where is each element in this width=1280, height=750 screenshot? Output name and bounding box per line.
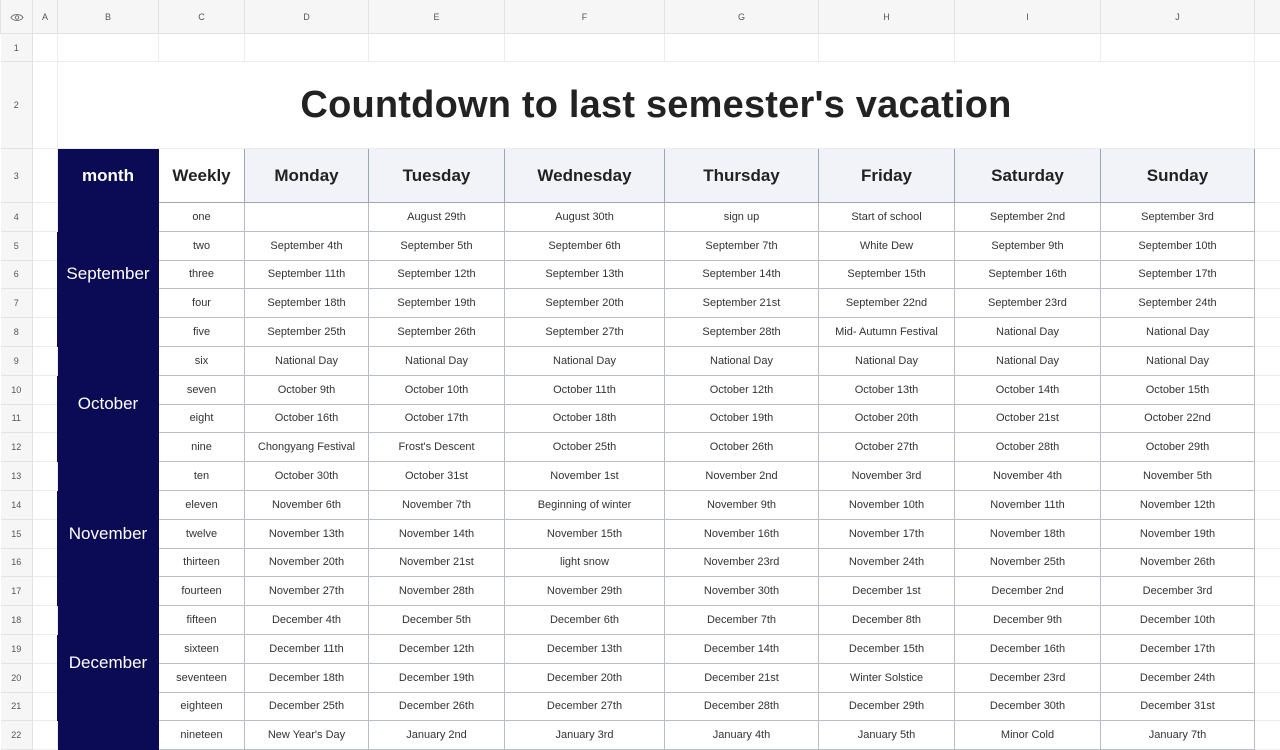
day-cell[interactable]: September 6th	[505, 231, 665, 260]
sheet-row	[1, 433, 1280, 462]
sheet-row	[1, 490, 1280, 519]
week-cell[interactable]: thirteen	[159, 548, 245, 577]
day-cell[interactable]: September 22nd	[819, 289, 955, 318]
empty-cell[interactable]	[1255, 34, 1280, 62]
day-cell[interactable]: December 12th	[369, 634, 505, 663]
day-cell[interactable]: December 14th	[665, 634, 819, 663]
day-cell[interactable]: December 4th	[245, 606, 369, 635]
empty-cell[interactable]	[1255, 577, 1280, 606]
empty-cell[interactable]	[33, 462, 58, 491]
day-cell[interactable]: November 21st	[369, 548, 505, 577]
day-cell[interactable]: September 15th	[819, 260, 955, 289]
select-all-corner[interactable]	[1, 0, 33, 34]
empty-cell[interactable]	[33, 260, 58, 289]
day-cell[interactable]: October 20th	[819, 404, 955, 433]
empty-cell[interactable]	[159, 34, 245, 62]
row-header[interactable]: 21	[1, 692, 33, 721]
day-cell[interactable]: October 27th	[819, 433, 955, 462]
day-cell[interactable]: October 16th	[245, 404, 369, 433]
week-cell[interactable]: seven	[159, 375, 245, 404]
column-header-row	[1, 0, 1280, 34]
day-cell[interactable]: December 30th	[955, 692, 1101, 721]
day-cell[interactable]: November 24th	[819, 548, 955, 577]
day-cell[interactable]: September 3rd	[1101, 203, 1255, 232]
day-cell[interactable]: January 3rd	[505, 721, 665, 750]
week-cell[interactable]: twelve	[159, 519, 245, 548]
day-cell[interactable]: Beginning of winter	[505, 490, 665, 519]
header-day-sunday: Sunday	[1101, 149, 1255, 203]
column-header-b[interactable]: B	[58, 0, 159, 34]
empty-cell[interactable]	[33, 721, 58, 750]
empty-cell[interactable]	[1255, 462, 1280, 491]
day-cell[interactable]: December 17th	[1101, 634, 1255, 663]
empty-cell[interactable]	[1255, 260, 1280, 289]
day-cell[interactable]: November 28th	[369, 577, 505, 606]
row-header[interactable]: 16	[1, 548, 33, 577]
day-cell[interactable]: December 15th	[819, 634, 955, 663]
day-cell[interactable]: September 4th	[245, 231, 369, 260]
day-cell[interactable]: October 22nd	[1101, 404, 1255, 433]
day-cell[interactable]: September 20th	[505, 289, 665, 318]
sheet-row	[1, 318, 1280, 347]
empty-cell[interactable]	[33, 34, 58, 62]
day-cell[interactable]: September 10th	[1101, 231, 1255, 260]
header-day-monday: Monday	[245, 149, 369, 203]
sheet-row	[1, 634, 1280, 663]
column-header-extra	[1255, 0, 1280, 34]
empty-cell[interactable]	[1255, 634, 1280, 663]
empty-cell[interactable]	[1255, 663, 1280, 692]
column-header-d[interactable]: D	[245, 0, 369, 34]
empty-cell[interactable]	[33, 62, 58, 149]
day-cell[interactable]: December 25th	[245, 692, 369, 721]
sheet-row	[1, 34, 1280, 62]
header-day-thursday: Thursday	[665, 149, 819, 203]
day-cell[interactable]: December 24th	[1101, 663, 1255, 692]
day-cell[interactable]: November 13th	[245, 519, 369, 548]
empty-cell[interactable]	[1255, 404, 1280, 433]
day-cell[interactable]: October 30th	[245, 462, 369, 491]
empty-cell[interactable]	[33, 577, 58, 606]
empty-cell[interactable]	[33, 663, 58, 692]
day-cell[interactable]: November 11th	[955, 490, 1101, 519]
sheet-row	[1, 289, 1280, 318]
row-header[interactable]: 13	[1, 462, 33, 491]
day-cell[interactable]: November 2nd	[665, 462, 819, 491]
week-cell[interactable]: five	[159, 318, 245, 347]
day-cell[interactable]: National Day	[245, 346, 369, 375]
empty-cell[interactable]	[1255, 62, 1280, 149]
day-cell[interactable]: National Day	[665, 346, 819, 375]
empty-cell[interactable]	[955, 34, 1101, 62]
week-cell[interactable]: ten	[159, 462, 245, 491]
day-cell[interactable]: October 10th	[369, 375, 505, 404]
week-cell[interactable]: two	[159, 231, 245, 260]
day-cell[interactable]: November 14th	[369, 519, 505, 548]
day-cell[interactable]: November 26th	[1101, 548, 1255, 577]
sheet-row	[1, 577, 1280, 606]
day-cell[interactable]: Frost's Descent	[369, 433, 505, 462]
day-cell[interactable]: September 13th	[505, 260, 665, 289]
day-cell[interactable]: November 19th	[1101, 519, 1255, 548]
day-cell[interactable]: October 31st	[369, 462, 505, 491]
empty-cell[interactable]	[1255, 548, 1280, 577]
day-cell[interactable]: November 18th	[955, 519, 1101, 548]
day-cell[interactable]: September 14th	[665, 260, 819, 289]
day-cell[interactable]: October 13th	[819, 375, 955, 404]
day-cell[interactable]: December 8th	[819, 606, 955, 635]
empty-cell[interactable]	[1255, 375, 1280, 404]
day-cell[interactable]: September 12th	[369, 260, 505, 289]
column-header-j[interactable]: J	[1101, 0, 1255, 34]
day-cell[interactable]: December 3rd	[1101, 577, 1255, 606]
day-cell[interactable]: December 27th	[505, 692, 665, 721]
day-cell[interactable]: National Day	[1101, 346, 1255, 375]
day-cell[interactable]: November 16th	[665, 519, 819, 548]
empty-cell[interactable]	[1255, 490, 1280, 519]
empty-cell[interactable]	[1101, 34, 1255, 62]
day-cell[interactable]: September 16th	[955, 260, 1101, 289]
day-cell[interactable]: November 15th	[505, 519, 665, 548]
empty-cell[interactable]	[505, 34, 665, 62]
row-header[interactable]: 11	[1, 404, 33, 433]
day-cell[interactable]: National Day	[1101, 318, 1255, 347]
day-cell[interactable]: December 5th	[369, 606, 505, 635]
day-cell[interactable]: October 29th	[1101, 433, 1255, 462]
week-cell[interactable]: sixteen	[159, 634, 245, 663]
empty-cell[interactable]	[819, 34, 955, 62]
row-header[interactable]: 12	[1, 433, 33, 462]
day-cell[interactable]: January 4th	[665, 721, 819, 750]
month-cell[interactable]: November	[58, 462, 159, 606]
empty-cell[interactable]	[665, 34, 819, 62]
sheet-row	[1, 260, 1280, 289]
column-header-f[interactable]: F	[505, 0, 665, 34]
day-cell[interactable]: October 28th	[955, 433, 1101, 462]
month-cell[interactable]: October	[58, 346, 159, 461]
week-cell[interactable]: three	[159, 260, 245, 289]
column-header-a[interactable]: A	[33, 0, 58, 34]
day-cell[interactable]: September 27th	[505, 318, 665, 347]
column-header-c[interactable]: C	[159, 0, 245, 34]
empty-cell[interactable]	[1255, 203, 1280, 232]
sheet-row	[1, 62, 1280, 149]
empty-cell[interactable]	[33, 375, 58, 404]
day-cell[interactable]: December 19th	[369, 663, 505, 692]
sheet-row	[1, 149, 1280, 203]
day-cell[interactable]: October 17th	[369, 404, 505, 433]
row-header[interactable]: 15	[1, 519, 33, 548]
day-cell[interactable]: National Day	[955, 346, 1101, 375]
day-cell[interactable]: December 29th	[819, 692, 955, 721]
empty-cell[interactable]	[1255, 606, 1280, 635]
day-cell[interactable]: December 1st	[819, 577, 955, 606]
row-header[interactable]: 17	[1, 577, 33, 606]
empty-cell[interactable]	[33, 606, 58, 635]
row-header[interactable]: 3	[1, 149, 33, 203]
day-cell[interactable]: November 30th	[665, 577, 819, 606]
header-weekly: Weekly	[159, 149, 245, 203]
sheet-row	[1, 462, 1280, 491]
empty-cell[interactable]	[1255, 692, 1280, 721]
day-cell[interactable]: October 15th	[1101, 375, 1255, 404]
day-cell[interactable]: November 25th	[955, 548, 1101, 577]
empty-cell[interactable]	[1255, 289, 1280, 318]
empty-cell[interactable]	[33, 289, 58, 318]
row-header[interactable]: 4	[1, 203, 33, 232]
day-cell[interactable]: December 21st	[665, 663, 819, 692]
day-cell[interactable]: September 2nd	[955, 203, 1101, 232]
row-header[interactable]: 7	[1, 289, 33, 318]
day-cell[interactable]: Start of school	[819, 203, 955, 232]
day-cell[interactable]: November 27th	[245, 577, 369, 606]
month-cell[interactable]: December	[58, 606, 159, 721]
day-cell[interactable]: National Day	[819, 346, 955, 375]
day-cell[interactable]: December 6th	[505, 606, 665, 635]
day-cell[interactable]: New Year's Day	[245, 721, 369, 750]
day-cell[interactable]: September 24th	[1101, 289, 1255, 318]
day-cell[interactable]: White Dew	[819, 231, 955, 260]
day-cell[interactable]: September 18th	[245, 289, 369, 318]
day-cell[interactable]: November 5th	[1101, 462, 1255, 491]
header-day-tuesday: Tuesday	[369, 149, 505, 203]
day-cell[interactable]: November 9th	[665, 490, 819, 519]
month-cell[interactable]	[58, 721, 159, 750]
day-cell[interactable]: November 29th	[505, 577, 665, 606]
empty-cell[interactable]	[33, 149, 58, 203]
row-header[interactable]: 6	[1, 260, 33, 289]
week-cell[interactable]: eighteen	[159, 692, 245, 721]
empty-cell[interactable]	[33, 231, 58, 260]
day-cell[interactable]: September 17th	[1101, 260, 1255, 289]
week-cell[interactable]: one	[159, 203, 245, 232]
day-cell[interactable]: December 10th	[1101, 606, 1255, 635]
sheet-row	[1, 375, 1280, 404]
empty-cell[interactable]	[33, 490, 58, 519]
sheet-row	[1, 519, 1280, 548]
header-day-wednesday: Wednesday	[505, 149, 665, 203]
empty-cell[interactable]	[58, 34, 159, 62]
week-cell[interactable]: eleven	[159, 490, 245, 519]
day-cell[interactable]: November 7th	[369, 490, 505, 519]
row-header[interactable]: 19	[1, 634, 33, 663]
sheet-row	[1, 203, 1280, 232]
day-cell[interactable]: light snow	[505, 548, 665, 577]
page-title: Countdown to last semester's vacation	[58, 62, 1255, 149]
day-cell[interactable]: November 12th	[1101, 490, 1255, 519]
day-cell[interactable]: December 7th	[665, 606, 819, 635]
day-cell[interactable]: December 16th	[955, 634, 1101, 663]
day-cell[interactable]: December 20th	[505, 663, 665, 692]
day-cell[interactable]: December 11th	[245, 634, 369, 663]
day-cell[interactable]: September 9th	[955, 231, 1101, 260]
empty-cell[interactable]	[245, 34, 369, 62]
row-header[interactable]: 2	[1, 62, 33, 149]
sheet-row	[1, 692, 1280, 721]
day-cell[interactable]: November 20th	[245, 548, 369, 577]
week-cell[interactable]: nine	[159, 433, 245, 462]
sheet-row	[1, 231, 1280, 260]
empty-cell[interactable]	[1255, 433, 1280, 462]
day-cell[interactable]: Minor Cold	[955, 721, 1101, 750]
row-header[interactable]: 1	[1, 34, 33, 62]
row-header[interactable]: 10	[1, 375, 33, 404]
day-cell[interactable]: September 19th	[369, 289, 505, 318]
column-header-e[interactable]: E	[369, 0, 505, 34]
day-cell[interactable]: November 4th	[955, 462, 1101, 491]
row-header[interactable]: 9	[1, 346, 33, 375]
day-cell[interactable]: September 21st	[665, 289, 819, 318]
day-cell[interactable]: October 9th	[245, 375, 369, 404]
row-header[interactable]: 18	[1, 606, 33, 635]
row-header[interactable]: 5	[1, 231, 33, 260]
header-day-friday: Friday	[819, 149, 955, 203]
header-day-saturday: Saturday	[955, 149, 1101, 203]
week-cell[interactable]: fourteen	[159, 577, 245, 606]
empty-cell[interactable]	[33, 634, 58, 663]
row-header[interactable]: 22	[1, 721, 33, 750]
day-cell[interactable]: September 11th	[245, 260, 369, 289]
week-cell[interactable]: four	[159, 289, 245, 318]
day-cell[interactable]: October 19th	[665, 404, 819, 433]
week-cell[interactable]: eight	[159, 404, 245, 433]
day-cell[interactable]: September 26th	[369, 318, 505, 347]
day-cell[interactable]: November 10th	[819, 490, 955, 519]
empty-cell[interactable]	[1255, 519, 1280, 548]
empty-cell[interactable]	[33, 433, 58, 462]
day-cell[interactable]: Winter Solstice	[819, 663, 955, 692]
day-cell[interactable]: December 18th	[245, 663, 369, 692]
week-cell[interactable]: seventeen	[159, 663, 245, 692]
day-cell[interactable]: Chongyang Festival	[245, 433, 369, 462]
empty-cell[interactable]	[33, 346, 58, 375]
day-cell[interactable]: September 5th	[369, 231, 505, 260]
day-cell[interactable]: November 17th	[819, 519, 955, 548]
day-cell[interactable]: November 1st	[505, 462, 665, 491]
empty-cell[interactable]	[33, 548, 58, 577]
day-cell[interactable]: September 28th	[665, 318, 819, 347]
month-cell[interactable]: September	[58, 203, 159, 347]
day-cell[interactable]: October 25th	[505, 433, 665, 462]
empty-cell[interactable]	[369, 34, 505, 62]
week-cell[interactable]: six	[159, 346, 245, 375]
eye-icon[interactable]	[10, 13, 24, 22]
day-cell[interactable]: January 5th	[819, 721, 955, 750]
day-cell[interactable]: sign up	[665, 203, 819, 232]
day-cell[interactable]: December 2nd	[955, 577, 1101, 606]
day-cell[interactable]: August 30th	[505, 203, 665, 232]
empty-cell[interactable]	[33, 203, 58, 232]
day-cell[interactable]: National Day	[955, 318, 1101, 347]
sheet-row	[1, 404, 1280, 433]
week-cell[interactable]: nineteen	[159, 721, 245, 750]
empty-cell[interactable]	[33, 519, 58, 548]
empty-cell[interactable]	[1255, 346, 1280, 375]
day-cell[interactable]: October 26th	[665, 433, 819, 462]
empty-cell[interactable]	[1255, 318, 1280, 347]
row-header[interactable]: 20	[1, 663, 33, 692]
day-cell[interactable]: January 2nd	[369, 721, 505, 750]
day-cell[interactable]: September 7th	[665, 231, 819, 260]
empty-cell[interactable]	[1255, 231, 1280, 260]
day-cell[interactable]: November 23rd	[665, 548, 819, 577]
day-cell[interactable]: November 6th	[245, 490, 369, 519]
day-cell[interactable]: October 21st	[955, 404, 1101, 433]
day-cell[interactable]: Mid- Autumn Festival	[819, 318, 955, 347]
sheet-row	[1, 721, 1280, 750]
row-header[interactable]: 8	[1, 318, 33, 347]
header-month: month	[58, 149, 159, 203]
empty-cell[interactable]	[33, 692, 58, 721]
empty-cell[interactable]	[1255, 721, 1280, 750]
day-cell[interactable]: National Day	[369, 346, 505, 375]
day-cell[interactable]: December 9th	[955, 606, 1101, 635]
empty-cell[interactable]	[33, 318, 58, 347]
day-cell[interactable]: September 23rd	[955, 289, 1101, 318]
empty-cell[interactable]	[33, 404, 58, 433]
sheet-row	[1, 548, 1280, 577]
day-cell[interactable]: December 23rd	[955, 663, 1101, 692]
sheet-row	[1, 663, 1280, 692]
sheet-row	[1, 346, 1280, 375]
day-cell[interactable]: December 28th	[665, 692, 819, 721]
day-cell[interactable]: November 3rd	[819, 462, 955, 491]
column-header-g[interactable]: G	[665, 0, 819, 34]
sheet-row	[1, 606, 1280, 635]
day-cell[interactable]: October 12th	[665, 375, 819, 404]
day-cell[interactable]: August 29th	[369, 203, 505, 232]
day-cell[interactable]: January 7th	[1101, 721, 1255, 750]
day-cell[interactable]: December 31st	[1101, 692, 1255, 721]
day-cell[interactable]: National Day	[505, 346, 665, 375]
column-header-i[interactable]: I	[955, 0, 1101, 34]
week-cell[interactable]: fifteen	[159, 606, 245, 635]
empty-cell[interactable]	[1255, 149, 1280, 203]
day-cell[interactable]: December 26th	[369, 692, 505, 721]
day-cell[interactable]	[245, 203, 369, 232]
day-cell[interactable]: October 18th	[505, 404, 665, 433]
row-header[interactable]: 14	[1, 490, 33, 519]
day-cell[interactable]: December 13th	[505, 634, 665, 663]
day-cell[interactable]: October 11th	[505, 375, 665, 404]
day-cell[interactable]: September 25th	[245, 318, 369, 347]
column-header-h[interactable]: H	[819, 0, 955, 34]
day-cell[interactable]: October 14th	[955, 375, 1101, 404]
